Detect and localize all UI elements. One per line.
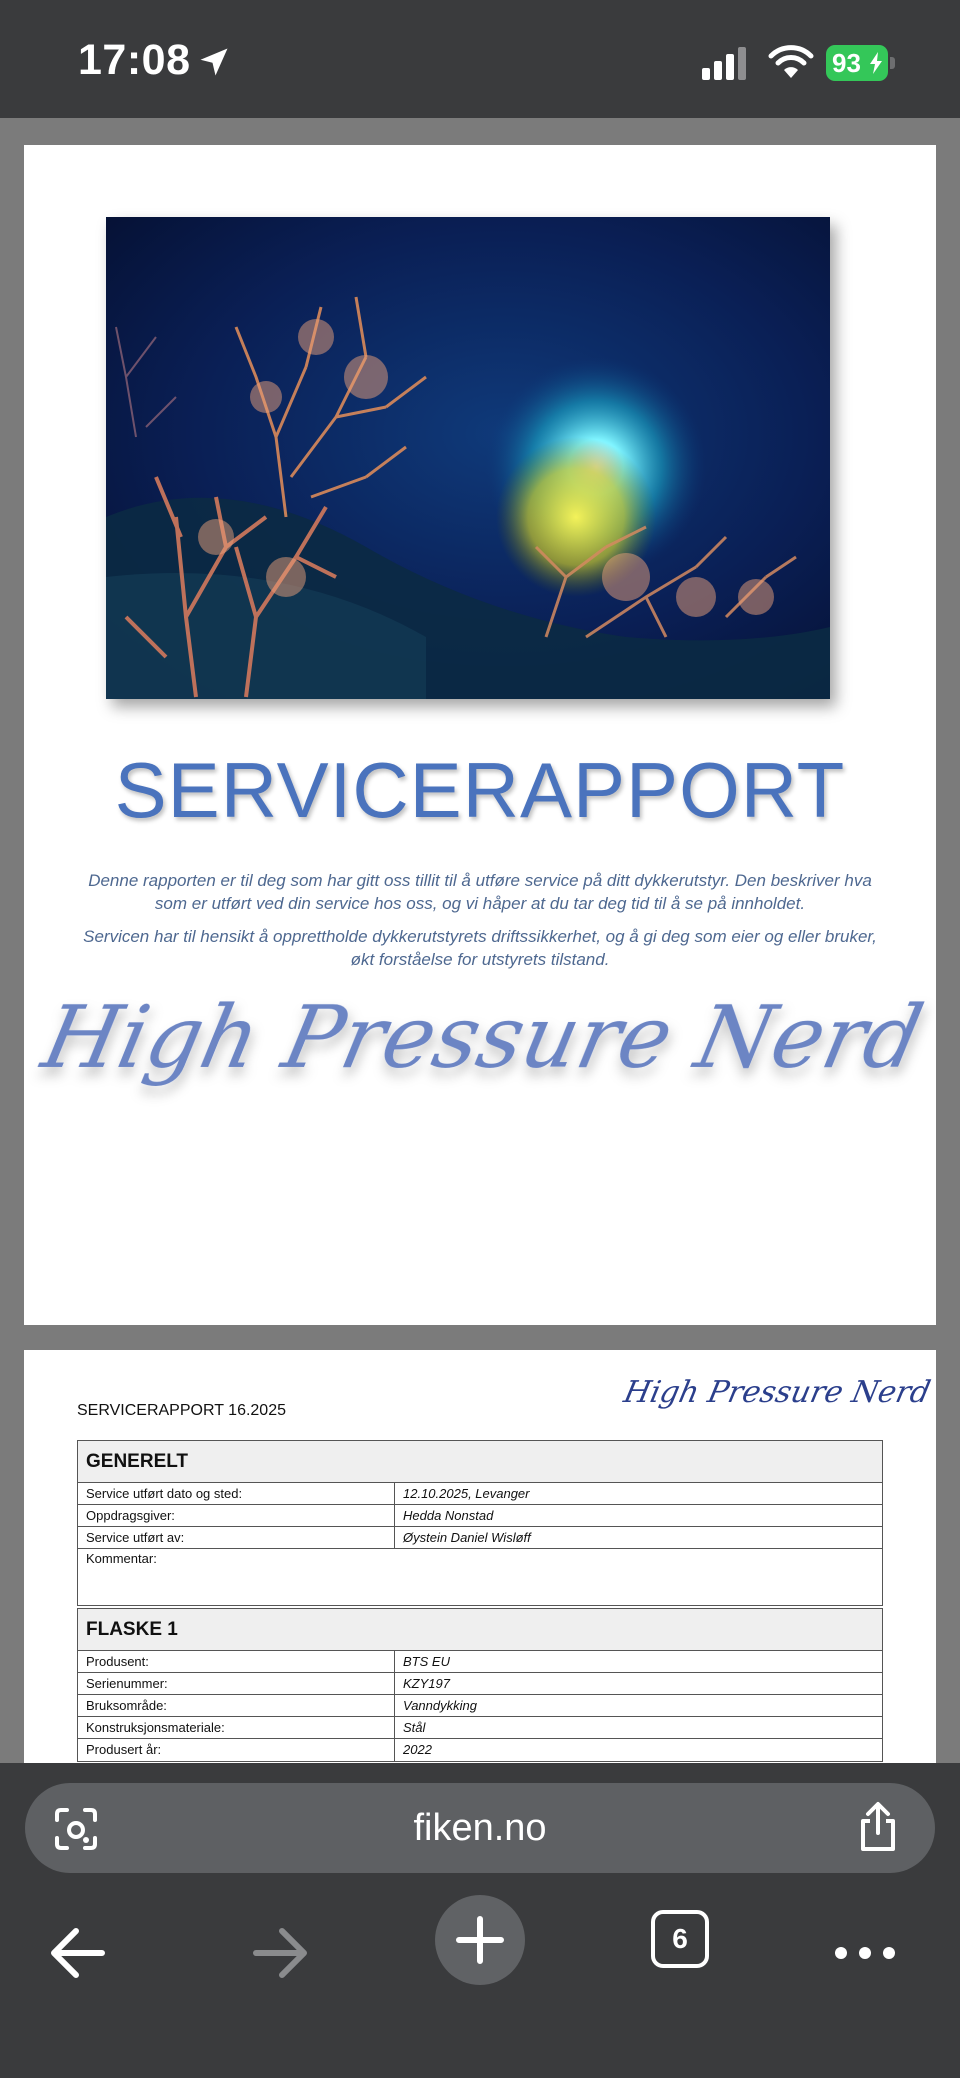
row-label: Produsent: bbox=[78, 1651, 395, 1672]
tab-switcher-button[interactable]: 6 bbox=[651, 1910, 709, 1968]
report-number: SERVICERAPPORT 16.2025 bbox=[77, 1402, 286, 1419]
intro-paragraph-1: Denne rapporten er til deg som har gitt oss tillit til å utføre service på ditt dykkerutstyr. Den beskriver hva som er utført ved din service hos oss, og vi håper at du tar deg tid til å se på innholdet. bbox=[88, 871, 872, 913]
battery-charging-icon bbox=[826, 45, 896, 81]
row-value: KZY197 bbox=[403, 1676, 450, 1691]
document-viewer[interactable] bbox=[0, 118, 960, 1763]
row-value: 12.10.2025, Levanger bbox=[403, 1486, 530, 1501]
battery-level: 93 bbox=[832, 48, 861, 78]
brand-signature-logo-small bbox=[620, 1360, 934, 1430]
share-icon[interactable] bbox=[855, 1801, 901, 1853]
section-heading: GENERELT bbox=[78, 1441, 882, 1483]
cellular-signal-icon bbox=[700, 46, 750, 80]
browser-toolbar bbox=[0, 1763, 960, 2078]
row-label: Service utført av: bbox=[78, 1527, 395, 1548]
comment-row: Kommentar: bbox=[86, 1551, 157, 1566]
row-value: Øystein Daniel Wisløff bbox=[403, 1530, 531, 1545]
section-heading: FLASKE 1 bbox=[78, 1609, 882, 1651]
plus-icon bbox=[435, 1895, 525, 1985]
status-bar bbox=[0, 0, 960, 118]
charging-bolt-icon bbox=[869, 52, 883, 74]
forward-button[interactable] bbox=[250, 1893, 310, 2013]
location-arrow-icon bbox=[196, 44, 232, 80]
new-tab-button[interactable] bbox=[435, 1895, 525, 1985]
row-label: Bruksområde: bbox=[78, 1695, 395, 1716]
row-value: BTS EU bbox=[403, 1654, 450, 1669]
flask-section bbox=[77, 1608, 883, 1762]
table-row bbox=[78, 1505, 882, 1527]
table-row bbox=[78, 1717, 882, 1739]
table-row bbox=[78, 1673, 882, 1695]
more-options-icon[interactable] bbox=[830, 1893, 900, 2013]
row-label: Service utført dato og sted: bbox=[78, 1483, 395, 1504]
row-label: Produsert år: bbox=[78, 1739, 395, 1761]
report-title: SERVICERAPPORT bbox=[114, 746, 846, 834]
url-text[interactable]: fiken.no bbox=[413, 1807, 547, 1849]
row-value: Stål bbox=[403, 1720, 426, 1735]
brand-signature-logo bbox=[34, 975, 932, 1115]
cover-page bbox=[24, 145, 936, 1325]
row-value: 2022 bbox=[403, 1742, 432, 1757]
table-row bbox=[78, 1483, 882, 1505]
row-value: Hedda Nonstad bbox=[403, 1508, 494, 1523]
table-row bbox=[78, 1695, 882, 1717]
table-row bbox=[78, 1651, 882, 1673]
svg-text:High Pressure Nerd: High Pressure Nerd bbox=[34, 986, 932, 1088]
row-label: Konstruksjonsmateriale: bbox=[78, 1717, 395, 1738]
wifi-icon bbox=[768, 44, 814, 80]
table-row bbox=[78, 1527, 882, 1549]
status-time: 17:08 bbox=[78, 36, 191, 84]
general-section bbox=[77, 1440, 883, 1606]
visual-search-camera-icon[interactable] bbox=[53, 1806, 99, 1852]
row-label: Serienummer: bbox=[78, 1673, 395, 1694]
table-row bbox=[78, 1739, 882, 1761]
back-button[interactable] bbox=[48, 1893, 108, 2013]
row-label: Oppdragsgiver: bbox=[78, 1505, 395, 1526]
intro-paragraph-2: Servicen har til hensikt å opprettholde dykkerutstyrets driftssikkerhet, og å gi deg som eier og eller bruker, økt forståelse for utstyrets tilstand. bbox=[83, 927, 877, 969]
cover-photo-coral-reef bbox=[106, 217, 830, 699]
row-value: Vanndykking bbox=[403, 1698, 477, 1713]
address-bar[interactable] bbox=[25, 1783, 935, 1873]
svg-text:High Pressure Nerd: High Pressure Nerd bbox=[620, 1375, 934, 1410]
